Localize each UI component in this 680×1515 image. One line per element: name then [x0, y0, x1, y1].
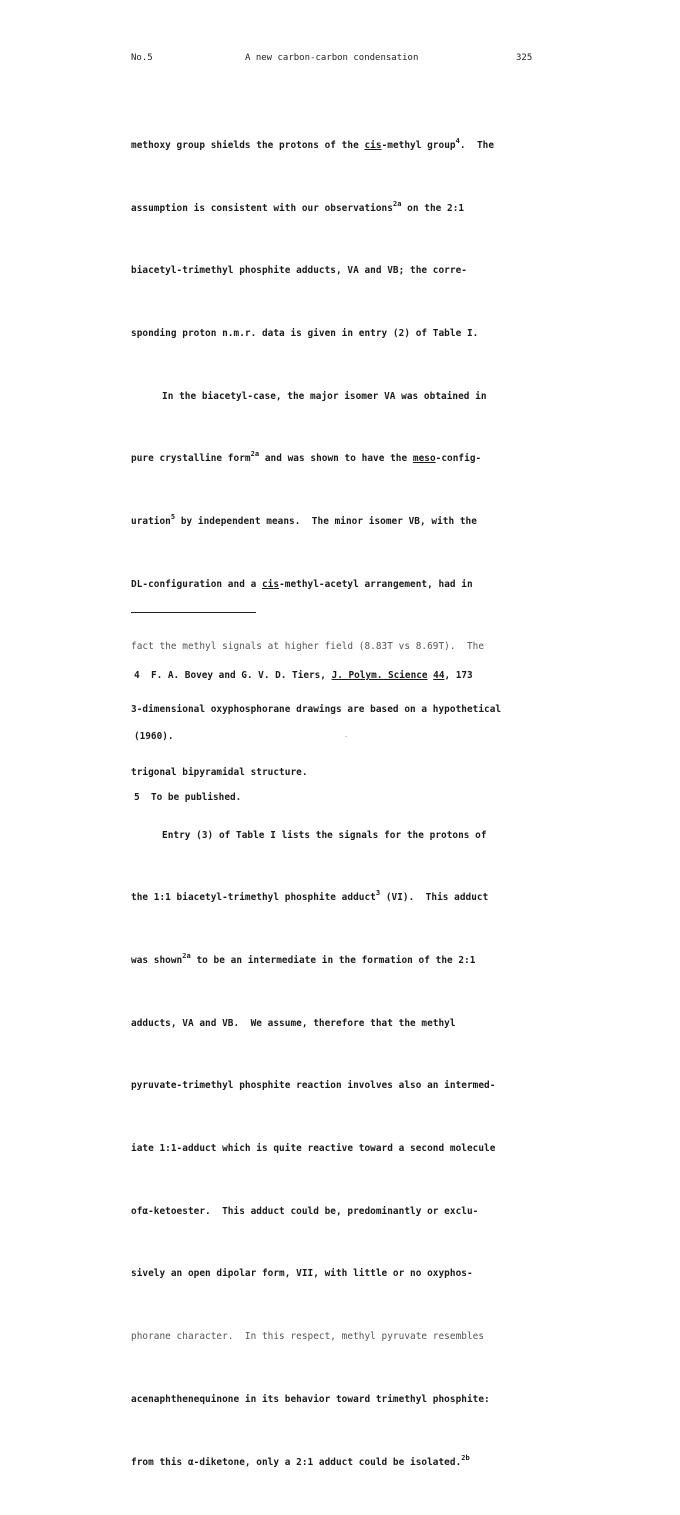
text-line: pyruvate-trimethyl phosphite reaction involves also an intermed-: [131, 1080, 496, 1092]
text-line: was shown$^{2a}$ to be an intermediate in the formation of the 2:1: [131, 951, 476, 966]
text-line: ofα-ketoester. This adduct could be, predominantly or exclu-: [131, 1205, 479, 1217]
footnote-5: 5 To be published.: [134, 791, 242, 803]
footnote-ref: 2a: [182, 951, 191, 960]
scan-speck: [345, 736, 347, 737]
text-line: the 1:1 biacetyl-trimethyl phosphite adduct$^3$ (VI). This adduct: [131, 889, 489, 904]
text-line: uration$^5$ by independent means. The minor isomer VB, with the: [131, 513, 477, 528]
page-header-title: A new carbon-carbon condensation: [245, 53, 419, 63]
text-line: 3-dimensional oxyphosphorane drawings are based on a hypothetical: [131, 704, 502, 716]
page-number: 325: [516, 53, 533, 63]
footnote-ref: 2a: [250, 450, 260, 459]
text-line: adducts, VA and VB. We assume, therefore that the methyl: [131, 1017, 456, 1029]
footnote-ref: 3: [375, 889, 381, 898]
text-line: fact the methyl signals at higher field (8.83T vs 8.69T). The: [131, 641, 485, 653]
text-line: Entry (3) of Table I lists the signals for the protons of: [162, 829, 487, 841]
text-line: phorane character. In this respect, methyl pyruvate resembles: [131, 1331, 485, 1343]
text-line: biacetyl-trimethyl phosphite adducts, VA and VB; the corre-: [131, 265, 467, 277]
text-line: assumption is consistent with our observations$^{2a}$ on the 2:1: [131, 199, 465, 214]
text-line: acenaphthenequinone in its behavior toward trimethyl phosphite:: [131, 1393, 490, 1405]
text-line: from this α-diketone, only a 2:1 adduct could be isolated.$^{2b}$: [131, 1453, 470, 1468]
footnote-4: 4 F. A. Bovey and G. V. D. Tiers, J. Polym. Science 44, 173: [134, 670, 473, 681]
text-line: In the biacetyl-case, the major isomer VA was obtained in: [162, 390, 487, 402]
text-line: pure crystalline form$^{2a}$ and was shown to have the meso-config-: [131, 450, 482, 465]
text-line: trigonal bipyramidal structure.: [131, 766, 308, 778]
footnote-4-continued: (1960).: [134, 730, 174, 742]
text-line: sively an open dipolar form, VII, with little or no oxyphos-: [131, 1268, 473, 1280]
footnote-ref: 2b: [461, 1453, 470, 1462]
text-line: sponding proton n.m.r. data is given in entry (2) of Table I.: [131, 327, 479, 339]
footnote-divider: [131, 612, 256, 613]
footnote-ref: 2a: [392, 199, 402, 208]
footnotes: [134, 626, 564, 849]
text-line: DL-configuration and a cis-methyl-acetyl arrangement, had in: [131, 578, 473, 590]
page-header-journal-number: No.5: [131, 53, 153, 63]
text-line: methoxy group shields the protons of the cis-methyl group$^4$. The: [131, 136, 495, 151]
footnote-ref: 4: [455, 136, 460, 145]
text-line: iate 1:1-adduct which is quite reactive toward a second molecule: [131, 1143, 496, 1155]
footnote-ref: 5: [170, 513, 176, 522]
